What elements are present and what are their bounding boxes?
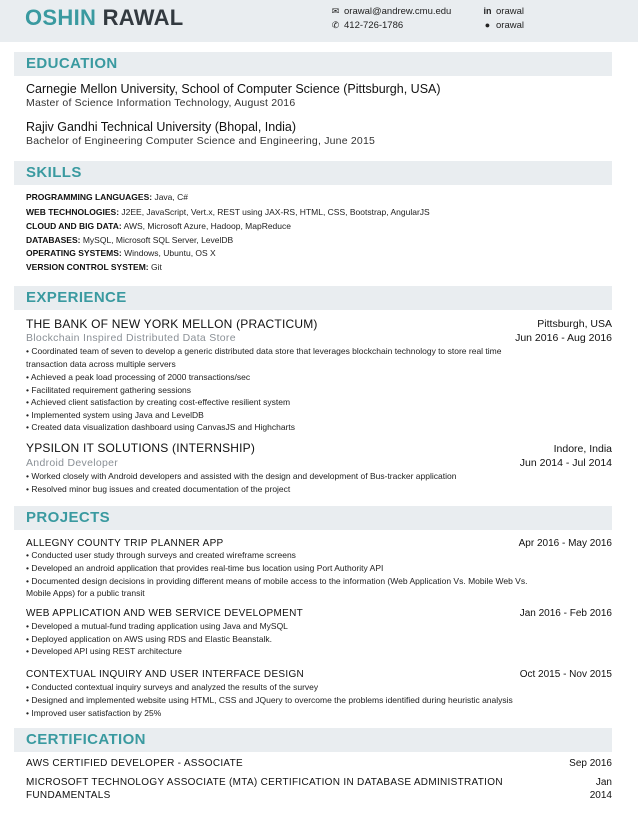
certification-date: Sep 2016 <box>569 758 612 769</box>
bullet-item: • Documented design decisions in providing different means of mobile access to the information (Web Application Vs. Mobile Web Vs. <box>26 576 528 586</box>
phone-text: 412-726-1786 <box>344 20 404 31</box>
bullet-item: • Designed and implemented website using HTML, CSS and JQuery to overcome the problems identified during heuristic analysis <box>26 695 513 705</box>
bullet-item: • Worked closely with Android developers and assisted with the design and development of Bus-tracker application <box>26 471 457 481</box>
bullet-item: • Improved user satisfaction by 25% <box>26 708 162 718</box>
job-location: Indore, India <box>553 443 612 455</box>
job-role: Blockchain Inspired Distributed Data Store <box>26 332 236 344</box>
last-name: RAWAL <box>102 5 184 30</box>
projects-section-header <box>14 506 612 530</box>
first-name: OSHIN <box>25 5 97 30</box>
bullet-item: • Facilitated requirement gathering sessions <box>26 385 192 395</box>
bullet-item: • Developed a mutual-fund trading application using Java and MySQL <box>26 621 288 631</box>
skill-value: Windows, Ubuntu, OS X <box>121 248 216 258</box>
company-name: THE BANK OF NEW YORK MELLON (PRACTICUM) <box>26 317 318 331</box>
skill-line <box>26 235 233 246</box>
bullet-item: • Implemented system using Java and LevelDB <box>26 410 204 420</box>
bullet-item: • Developed an android application that provides real-time bus location using Port Authority API <box>26 563 384 573</box>
github-icon: ● <box>484 20 491 30</box>
phone-contact <box>330 19 403 32</box>
email-text: orawal@andrew.cmu.edu <box>344 6 452 17</box>
company-name: YPSILON IT SOLUTIONS (INTERNSHIP) <box>26 441 256 455</box>
bullet-item: • Conducted contextual inquiry surveys and analyzed the results of the survey <box>26 682 319 692</box>
school-name: Rajiv Gandhi Technical University (Bhopal, India) <box>26 120 297 134</box>
projects-title: PROJECTS <box>26 509 111 526</box>
project-dates: Apr 2016 - May 2016 <box>518 538 612 549</box>
skill-label: OPERATING SYSTEMS: <box>26 248 122 258</box>
project-dates: Jan 2016 - Feb 2016 <box>519 608 612 619</box>
skill-line <box>26 192 188 203</box>
skill-label: VERSION CONTROL SYSTEM: <box>26 262 149 272</box>
degree-text: Master of Science Information Technology, August 2016 <box>26 97 296 109</box>
bullet-item: • Resolved minor bug issues and created documentation of the project <box>26 484 291 494</box>
bullet-item: transaction data across multiple servers <box>26 359 176 369</box>
phone-icon: ✆ <box>331 20 340 30</box>
certification-date: Jan <box>595 777 612 788</box>
education-title: EDUCATION <box>26 55 118 72</box>
bullet-item: • Created data visualization dashboard using CanvasJS and Highcharts <box>26 422 295 432</box>
linkedin-contact[interactable] <box>482 5 524 18</box>
skill-label: DATABASES: <box>26 235 81 245</box>
education-section-header <box>14 52 612 76</box>
bullet-item: Mobile Apps) for a public transit <box>26 588 145 598</box>
skill-value: AWS, Microsoft Azure, Hadoop, MapReduce <box>121 221 291 231</box>
job-role: Android Developer <box>26 457 119 469</box>
skill-label: WEB TECHNOLOGIES: <box>26 207 120 217</box>
bullet-item: • Deployed application on AWS using RDS and Elastic Beanstalk. <box>26 634 272 644</box>
skill-value: Java, C# <box>152 192 188 202</box>
certification-section-header <box>14 728 612 752</box>
certification-date-cont: 2014 <box>589 790 612 801</box>
certification-name: MICROSOFT TECHNOLOGY ASSOCIATE (MTA) CERTIFICATION IN DATABASE ADMINISTRATION <box>26 777 503 788</box>
project-dates: Oct 2015 - Nov 2015 <box>519 669 612 680</box>
bullet-item: • Achieved a peak load processing of 2000 transactions/sec <box>26 372 251 382</box>
bullet-item: • Achieved client satisfaction by creating cost-effective resilient system <box>26 397 291 407</box>
skill-line <box>26 248 216 259</box>
skill-value: J2EE, JavaScript, Vert.x, REST using JAX-RS, HTML, CSS, Bootstrap, AngularJS <box>119 207 430 217</box>
bullet-item: • Conducted user study through surveys and created wireframe screens <box>26 550 296 560</box>
project-name: ALLEGNY COUNTY TRIP PLANNER APP <box>26 538 224 549</box>
degree-text: Bachelor of Engineering Computer Science and Engineering, June 2015 <box>26 135 376 147</box>
experience-title: EXPERIENCE <box>26 289 127 306</box>
skill-line <box>26 207 430 218</box>
github-contact[interactable] <box>482 19 524 32</box>
job-location: Pittsburgh, USA <box>537 318 612 330</box>
school-name: Carnegie Mellon University, School of Computer Science (Pittsburgh, USA) <box>26 82 441 96</box>
skill-line <box>26 221 291 232</box>
bullet-item: • Developed API using REST architecture <box>26 646 182 656</box>
skill-line <box>26 262 162 273</box>
project-name: WEB APPLICATION AND WEB SERVICE DEVELOPMENT <box>26 608 304 619</box>
candidate-name <box>25 5 184 31</box>
linkedin-text: orawal <box>496 6 524 17</box>
certification-title: CERTIFICATION <box>26 731 146 748</box>
job-dates: Jun 2014 - Jul 2014 <box>519 457 612 469</box>
certification-name-cont: FUNDAMENTALS <box>26 790 111 801</box>
skill-label: CLOUD AND BIG DATA: <box>26 221 122 231</box>
bullet-item: • Coordinated team of seven to develop a generic distributed data store that leverages blockchain technology to store real time <box>26 346 502 356</box>
skills-title: SKILLS <box>26 164 82 181</box>
skill-label: PROGRAMMING LANGUAGES: <box>26 192 153 202</box>
certification-name: AWS CERTIFIED DEVELOPER - ASSOCIATE <box>26 758 244 769</box>
github-text: orawal <box>496 20 524 31</box>
linkedin-icon: in <box>483 6 492 16</box>
job-dates: Jun 2016 - Aug 2016 <box>515 332 612 344</box>
envelope-icon: ✉ <box>331 6 340 16</box>
skill-value: Git <box>148 262 162 272</box>
email-contact[interactable] <box>330 5 451 18</box>
experience-section-header <box>14 286 612 310</box>
project-name: CONTEXTUAL INQUIRY AND USER INTERFACE DESIGN <box>26 669 305 680</box>
header-bar <box>0 0 638 42</box>
skills-section-header <box>14 161 612 185</box>
skill-value: MySQL, Microsoft SQL Server, LevelDB <box>80 235 234 245</box>
